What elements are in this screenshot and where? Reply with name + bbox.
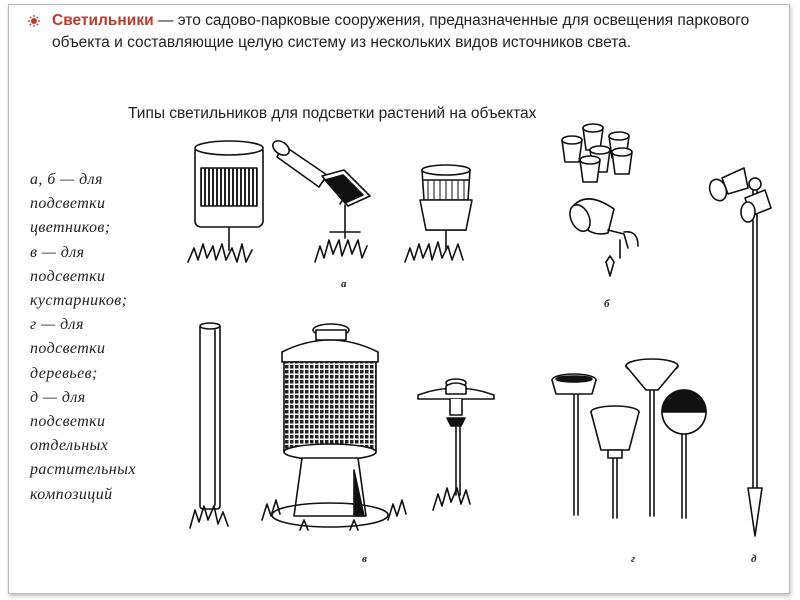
bollard-post-v1 <box>190 323 228 528</box>
legend-line: подсветки <box>30 195 106 213</box>
funnel-pole-lamp-g3 <box>626 359 678 516</box>
legend-line: деревьев; <box>30 364 98 382</box>
legend-line: подсветки <box>30 340 106 358</box>
legend-line: растительных <box>30 461 136 479</box>
bucket-lamp-a3 <box>405 165 472 262</box>
legend-line: цветников; <box>30 219 111 237</box>
intro-definition: — это садово-парковые сооружения, предназначенные для освещения паркового объекта и составляющие целую систему из нескольких видов источников света. <box>52 12 750 51</box>
figure-label-g: г <box>631 553 636 565</box>
legend-line: а, б — для <box>30 171 103 188</box>
legend-line: отдельных <box>30 437 109 455</box>
figure-label-d: д <box>751 553 757 565</box>
drum-light-a1 <box>188 141 263 262</box>
legend-line: композиций <box>30 485 113 503</box>
figure-title: Типы светильников для подсветки растений на объектах <box>128 105 537 122</box>
figure-label-v: в <box>362 553 367 565</box>
figure-label-a: а <box>341 278 347 290</box>
tray-pole-lamp-g1 <box>552 374 596 515</box>
figure-label-b: б <box>604 298 610 310</box>
legend-line: кустарников; <box>30 292 128 310</box>
intro-term: Светильники <box>52 12 154 29</box>
globe-pole-lamp-g4 <box>662 390 706 518</box>
legend-line: подсветки <box>30 413 106 431</box>
tilted-spot-a2 <box>270 138 370 262</box>
spike-spot-b2 <box>566 199 638 276</box>
legend-line: г — для <box>30 316 84 334</box>
legend-line: в — для <box>30 243 85 261</box>
grid-lamp-v2 <box>262 324 406 530</box>
umbrella-lamp-v3 <box>418 379 494 510</box>
cone-pole-lamp-g2 <box>591 406 639 518</box>
stake-spotlights-d <box>707 168 771 536</box>
legend-line: д — для <box>30 388 86 406</box>
pot-cluster-b1 <box>562 124 632 182</box>
legend-line: подсветки <box>30 267 106 285</box>
